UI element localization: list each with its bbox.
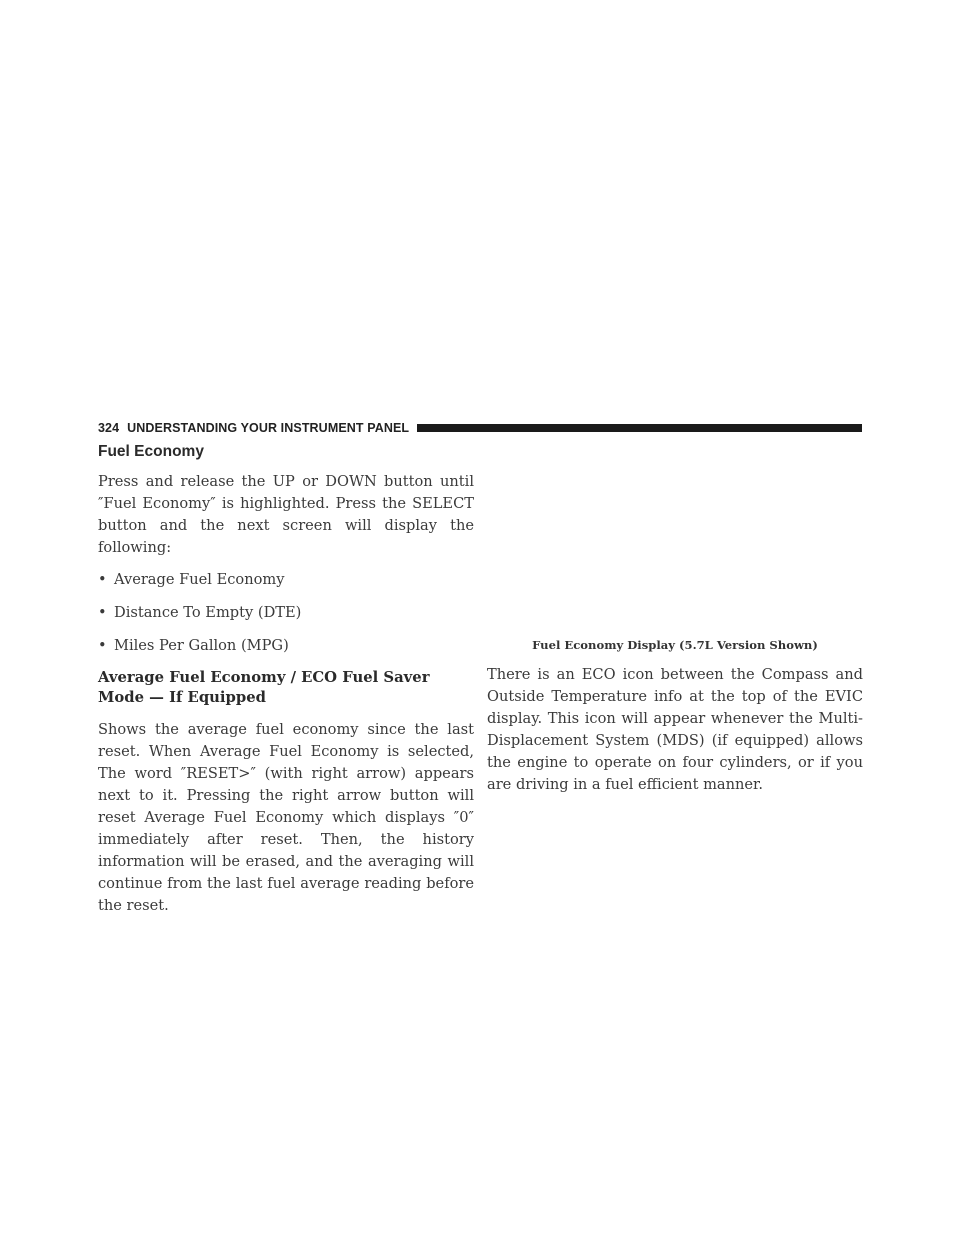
fuel-economy-intro: Press and release the UP or DOWN button until ″Fuel Economy″ is highlighted. Press the SELECT button and the next screen will display the following:	[98, 473, 474, 556]
figure-caption: Fuel Economy Display (5.7L Version Shown)	[532, 638, 818, 652]
average-fuel-economy-body: Shows the average fuel economy since the last reset. When Average Fuel Economy is selected, The word ″RESET>″ (with right arrow) appears next to it. Pressing the right arrow button will reset Average Fuel Economy which displays ″0″ immediately after reset. Then, the history information will be erased, and the averaging will continue from the last fuel average reading before the reset.	[98, 721, 474, 914]
eco-icon-paragraph: There is an ECO icon between the Compass and Outside Temperature info at the top of the EVIC display. This icon will appear whenever the Multi-Displacement System (MDS) (if equipped) allows the engine to operate on four cylinders, or if you are driving in a fuel efficient manner.	[487, 666, 863, 793]
list-item: • Distance To Empty (DTE)	[98, 602, 474, 624]
left-column	[98, 440, 474, 927]
bullet-icon: •	[98, 604, 107, 621]
fuel-economy-heading: Fuel Economy	[98, 443, 204, 460]
bullet-icon: •	[98, 571, 107, 588]
bullet-icon: •	[98, 637, 107, 654]
list-item: • Miles Per Gallon (MPG)	[98, 635, 474, 657]
list-item: • Average Fuel Economy	[98, 569, 474, 591]
right-column	[487, 664, 863, 806]
page-number: 324	[98, 421, 120, 435]
section-title: UNDERSTANDING YOUR INSTRUMENT PANEL	[127, 421, 410, 435]
page-header	[98, 418, 862, 438]
header-rule	[417, 424, 862, 432]
average-fuel-economy-heading: Average Fuel Economy / ECO Fuel Saver Mode — If Equipped	[98, 669, 430, 706]
fuel-economy-list	[98, 569, 474, 657]
